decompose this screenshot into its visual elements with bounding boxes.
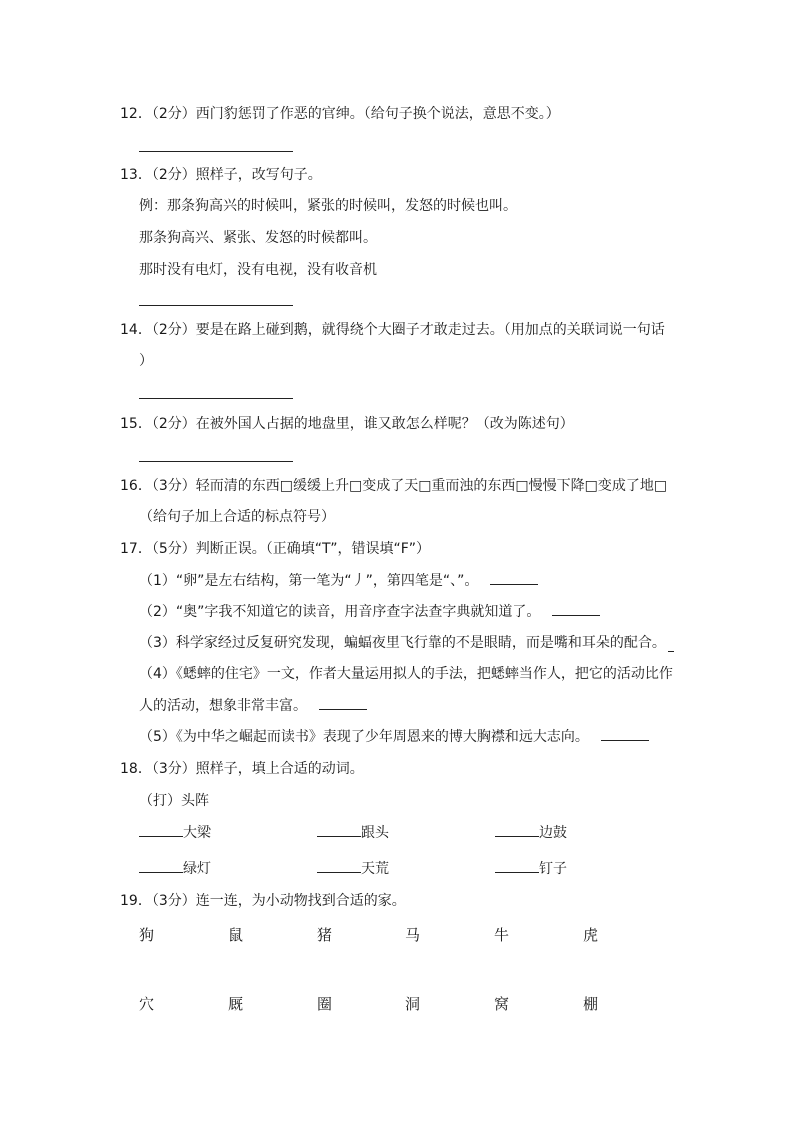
question-13-example-result: 那条狗高兴、紧张、发怒的时候都叫。: [139, 230, 377, 246]
question-16: [120, 477, 667, 495]
question-17-item-2: （2）“奥”字我不知道它的读音，用音序查字法查字典就知道了。: [139, 603, 600, 621]
answer-line-12[interactable]: [139, 151, 293, 152]
fill-item: 钉子: [495, 860, 567, 878]
answer-blank-17-4[interactable]: [319, 697, 367, 710]
fill-item: 跟头: [317, 824, 389, 842]
question-17-number: 17．（5分）: [120, 541, 196, 557]
home-item[interactable]: 窝: [494, 995, 510, 1013]
home-item[interactable]: 圈: [317, 995, 333, 1013]
question-13-example: 例：那条狗高兴的时候叫，紧张的时候叫，发怒的时候也叫。: [139, 198, 517, 214]
question-14: [120, 321, 665, 339]
question-18-number: 18．（3分）: [120, 761, 196, 777]
fill-blank[interactable]: [495, 824, 539, 837]
question-17-item-4: （4）《蟋蟀的住宅》一文，作者大量运用拟人的手法，把蟋蟀当作人，把它的活动比作: [139, 666, 673, 682]
question-12: [120, 105, 560, 123]
animal-item[interactable]: 牛: [494, 926, 510, 944]
fill-item: 边鼓: [495, 824, 567, 842]
animal-item[interactable]: 鼠: [228, 926, 244, 944]
animal-item[interactable]: 狗: [139, 926, 155, 944]
answer-line-15[interactable]: [139, 461, 293, 462]
question-19: [120, 892, 406, 910]
question-12-text: 西门豹惩罚了作恶的官绅。（给句子换个说法，意思不变。）: [195, 106, 560, 122]
home-item[interactable]: 洞: [405, 995, 421, 1013]
home-item[interactable]: 厩: [228, 995, 244, 1013]
question-13-task: 那时没有电灯，没有电视，没有收音机: [139, 262, 377, 278]
fill-item: 大梁: [139, 824, 211, 842]
question-15-number: 15．（2分）: [120, 416, 196, 432]
fill-blank[interactable]: [139, 860, 183, 873]
answer-line-14[interactable]: [139, 398, 293, 399]
answer-blank-17-5[interactable]: [601, 728, 649, 741]
question-18-text: 照样子，填上合适的动词。: [195, 761, 364, 777]
answer-blank-17-2[interactable]: [552, 603, 600, 616]
question-15: [120, 415, 574, 433]
question-13: [120, 166, 322, 184]
question-17-item-4-continued: 人的活动，想象非常丰富。: [139, 697, 367, 715]
question-16-text: 轻而清的东西□缓缓上升□变成了天□重而浊的东西□慢慢下降□变成了地□: [195, 478, 668, 494]
animal-item[interactable]: 马: [405, 926, 421, 944]
question-13-text: 照样子，改写句子。: [195, 167, 322, 183]
question-16-number: 16．（3分）: [120, 478, 196, 494]
answer-line-13[interactable]: [139, 305, 293, 306]
question-14-text: 要是在路上碰到鹅，就得绕个大圈子才敢走过去。（用加点的关联词说一句话: [195, 322, 665, 338]
question-17-item-5: （5）《为中华之崛起而读书》表现了少年周恩来的博大胸襟和远大志向。: [139, 728, 649, 746]
answer-blank-17-1[interactable]: [490, 572, 538, 585]
question-18: [120, 760, 364, 778]
fill-item: 天荒: [317, 860, 389, 878]
fill-blank[interactable]: [495, 860, 539, 873]
fill-item: 绿灯: [139, 860, 211, 878]
question-14-number: 14．（2分）: [120, 322, 196, 338]
home-item[interactable]: 棚: [583, 995, 599, 1013]
question-17-item-1: （1）“卵”是左右结构，第一笔为“丿”，第四笔是“、”。: [139, 572, 538, 590]
question-14-text-continued: ）: [139, 353, 153, 369]
question-16-text-continued: （给句子加上合适的标点符号）: [139, 509, 335, 525]
question-17: [120, 540, 430, 558]
answer-blank-17-3[interactable]: [668, 651, 674, 652]
animal-item[interactable]: 虎: [583, 926, 599, 944]
animal-item[interactable]: 猪: [317, 926, 333, 944]
fill-blank[interactable]: [317, 824, 361, 837]
home-item[interactable]: 穴: [139, 995, 155, 1013]
question-19-text: 连一连，为小动物找到合适的家。: [195, 893, 406, 909]
question-17-text: 判断正误。（正确填“T”，错误填“F”）: [195, 541, 431, 557]
question-18-example: （打）头阵: [139, 793, 209, 809]
question-15-text: 在被外国人占据的地盘里，谁又敢怎么样呢？（改为陈述句）: [195, 416, 574, 432]
question-13-number: 13．（2分）: [120, 167, 196, 183]
question-17-item-3: （3）科学家经过反复研究发现，蝙蝠夜里飞行靠的不是眼睛，而是嘴和耳朵的配合。: [139, 635, 666, 651]
fill-blank[interactable]: [317, 860, 361, 873]
question-12-number: 12．（2分）: [120, 106, 196, 122]
fill-blank[interactable]: [139, 824, 183, 837]
question-19-number: 19．（3分）: [120, 893, 196, 909]
